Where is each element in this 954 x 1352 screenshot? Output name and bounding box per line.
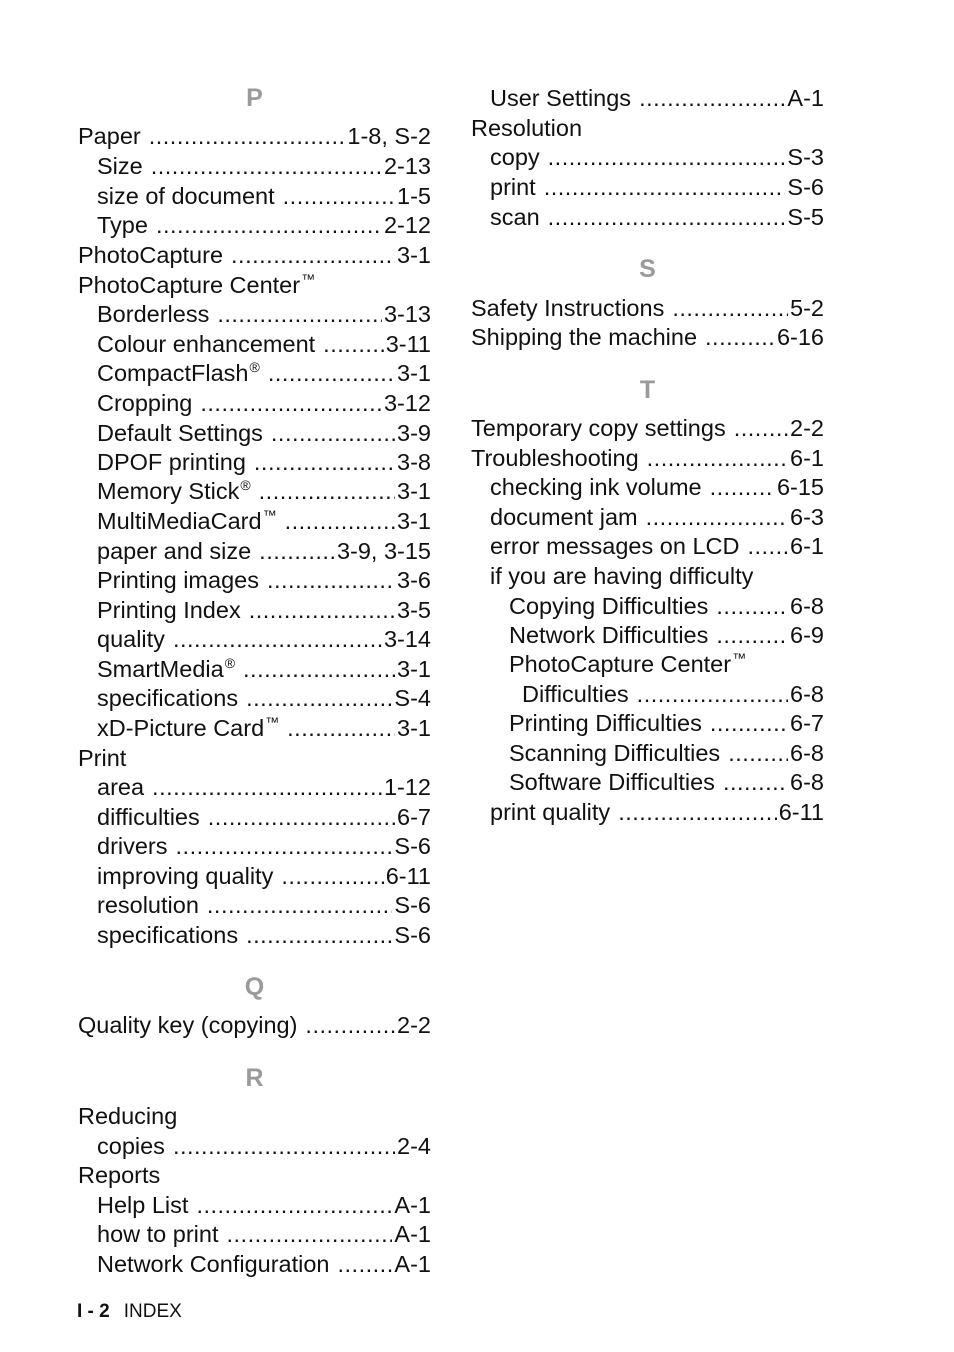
page-reference: A-1 — [394, 1251, 431, 1277]
index-term — [97, 1131, 165, 1161]
dot-leader — [149, 121, 346, 151]
index-entry — [78, 624, 431, 654]
index-term — [78, 240, 223, 270]
index-entry — [471, 649, 824, 679]
index-term — [522, 679, 629, 709]
index-term-text: scan — [490, 204, 540, 230]
page-reference: S-4 — [394, 685, 431, 711]
dot-leader — [728, 738, 788, 768]
index-term — [509, 649, 746, 679]
dot-leader — [716, 620, 788, 650]
page-reference: 2-12 — [383, 212, 431, 238]
index-term — [97, 210, 148, 240]
index-term — [78, 1101, 177, 1131]
page-reference: 2-4 — [397, 1133, 431, 1159]
page-reference: 3-14 — [383, 626, 431, 652]
trademark-mark: ™ — [262, 507, 277, 523]
index-term — [78, 121, 141, 151]
index-term — [97, 506, 277, 536]
page-reference: 6-11 — [778, 799, 824, 825]
dot-leader — [637, 679, 788, 709]
page-reference: 3-1 — [397, 360, 431, 386]
index-term — [97, 536, 251, 566]
page-reference: 3-11 — [385, 331, 431, 357]
index-entry — [78, 299, 431, 329]
index-entry — [471, 767, 824, 797]
index-term — [471, 293, 664, 323]
index-term — [78, 1160, 160, 1190]
index-term-text: resolution — [97, 892, 199, 918]
page-reference: S-6 — [394, 892, 431, 918]
index-term-text: Print — [78, 745, 127, 771]
index-term-text: quality — [97, 626, 165, 652]
index-entry — [78, 1190, 431, 1220]
dot-leader — [268, 358, 395, 388]
page-reference: 2-2 — [397, 1012, 431, 1038]
index-term — [490, 142, 540, 172]
page-reference: 2-13 — [383, 153, 431, 179]
index-term-text: Printing images — [97, 567, 259, 593]
index-term-text: copy — [490, 144, 540, 170]
page-reference: 3-5 — [397, 597, 431, 623]
index-entry — [78, 1131, 431, 1161]
trademark-mark: ™ — [265, 714, 280, 730]
trademark-mark: ™ — [732, 650, 747, 666]
index-term-text: Reducing — [78, 1103, 178, 1129]
trademark-mark: ™ — [301, 271, 316, 287]
index-term — [490, 172, 536, 202]
dot-leader — [226, 1219, 392, 1249]
dot-leader — [283, 181, 395, 211]
page-reference: 6-8 — [790, 740, 824, 766]
index-term — [490, 797, 610, 827]
index-entry — [78, 565, 431, 595]
page-reference: 6-9 — [790, 622, 824, 648]
dot-leader — [285, 506, 395, 536]
page-reference: 1-12 — [383, 774, 431, 800]
index-term-text: Printing Difficulties — [509, 710, 702, 736]
index-term-text: specifications — [97, 922, 239, 948]
index-term — [97, 447, 246, 477]
index-term-text: specifications — [97, 685, 239, 711]
index-term-text: Software Difficulties — [509, 769, 715, 795]
index-term — [490, 502, 638, 532]
dot-leader — [548, 202, 786, 232]
index-term — [509, 620, 708, 650]
dot-leader — [544, 172, 786, 202]
index-term — [490, 472, 702, 502]
index-term-text: xD-Picture Card — [97, 715, 265, 741]
index-term — [490, 202, 540, 232]
page-reference: 3-1 — [397, 508, 431, 534]
index-entry — [78, 890, 431, 920]
index-term — [509, 591, 708, 621]
index-entry — [471, 679, 824, 709]
index-entry — [78, 1160, 431, 1190]
index-entry — [471, 202, 824, 232]
dot-leader — [281, 861, 383, 891]
index-term — [97, 595, 241, 625]
dot-leader — [271, 418, 395, 448]
dot-leader — [287, 713, 395, 743]
index-term-text: PhotoCapture Center — [78, 272, 301, 298]
index-term-text: how to print — [97, 1221, 219, 1247]
page-reference: 2-2 — [790, 415, 824, 441]
index-term — [490, 83, 631, 113]
index-term-text: Paper — [78, 123, 141, 149]
index-term — [490, 561, 753, 591]
dot-leader — [246, 920, 392, 950]
index-entry — [471, 797, 824, 827]
index-entry — [471, 738, 824, 768]
dot-leader — [200, 388, 382, 418]
index-term-text: Resolution — [471, 115, 583, 141]
dot-leader — [705, 322, 775, 352]
index-term-text: Temporary copy settings — [471, 415, 726, 441]
section-letter: T — [639, 376, 656, 404]
page-reference: 3-1 — [397, 242, 431, 268]
index-entry — [78, 683, 431, 713]
index-term — [97, 388, 192, 418]
index-term — [471, 113, 582, 143]
index-term-text: User Settings — [490, 85, 632, 111]
index-term — [97, 920, 238, 950]
section-title: INDEX — [123, 1301, 182, 1322]
index-entry — [78, 1101, 431, 1131]
dot-leader — [723, 767, 788, 797]
page-reference: A-1 — [394, 1221, 431, 1247]
index-term-text: checking ink volume — [490, 474, 702, 500]
index-term-text: Troubleshooting — [471, 445, 639, 471]
section-letter: P — [246, 84, 263, 112]
index-entry — [471, 83, 824, 113]
page-reference: S-6 — [394, 922, 431, 948]
index-term-text: Quality key (copying) — [78, 1012, 298, 1038]
dot-leader — [217, 299, 382, 329]
dot-leader — [548, 142, 786, 172]
page-reference: 1-5 — [397, 183, 431, 209]
index-entry — [78, 181, 431, 211]
page-reference: 6-1 — [790, 533, 824, 559]
dot-leader — [173, 1131, 395, 1161]
page-reference: 3-1 — [397, 715, 431, 741]
index-term — [97, 861, 273, 891]
index-entry — [471, 142, 824, 172]
page-reference: S-3 — [787, 144, 824, 170]
page-number: I - 2 — [77, 1301, 110, 1322]
index-term — [78, 743, 126, 773]
index-term-text: Network Configuration — [97, 1251, 330, 1277]
index-term — [97, 329, 315, 359]
page-reference: 6-7 — [397, 804, 431, 830]
index-term — [509, 738, 720, 768]
dot-leader — [618, 797, 777, 827]
index-term — [78, 1010, 297, 1040]
index-entry — [78, 240, 431, 270]
index-entry — [78, 447, 431, 477]
section-letter: R — [245, 1064, 264, 1092]
index-term — [97, 654, 235, 684]
page-reference: S-6 — [787, 174, 824, 200]
index-term-text: print quality — [490, 799, 611, 825]
index-entry — [78, 358, 431, 388]
page-reference: 6-16 — [776, 324, 824, 350]
index-term-text: copies — [97, 1133, 165, 1159]
dot-leader — [639, 83, 785, 113]
dot-leader — [156, 210, 382, 240]
index-entry — [78, 861, 431, 891]
dot-leader — [152, 772, 382, 802]
page-reference: A-1 — [394, 1192, 431, 1218]
page-reference: 6-8 — [790, 769, 824, 795]
index-term — [490, 531, 739, 561]
index-term-text: Borderless — [97, 301, 210, 327]
page-reference: 3-13 — [383, 301, 431, 327]
index-entry — [78, 1010, 431, 1040]
index-entry — [471, 293, 824, 323]
index-term — [97, 772, 144, 802]
index-term-text: Network Difficulties — [509, 622, 709, 648]
index-term-text: PhotoCapture — [78, 242, 224, 268]
dot-leader — [710, 708, 788, 738]
index-entry — [78, 151, 431, 181]
index-entry — [78, 920, 431, 950]
page-reference: S-6 — [394, 833, 431, 859]
dot-leader — [207, 890, 393, 920]
index-entry — [78, 713, 431, 743]
index-entry — [471, 472, 824, 502]
index-term — [97, 358, 260, 388]
index-entry — [471, 591, 824, 621]
dot-leader — [176, 831, 393, 861]
index-term — [97, 1190, 188, 1220]
page-reference: 1-8, S-2 — [347, 123, 431, 149]
trademark-mark: ® — [249, 359, 260, 375]
trademark-mark: ® — [240, 477, 251, 493]
index-term — [97, 1219, 218, 1249]
index-entry — [471, 708, 824, 738]
index-entry — [78, 270, 431, 300]
index-entry — [78, 388, 431, 418]
dot-leader — [259, 536, 335, 566]
index-term — [97, 831, 168, 861]
index-entry — [78, 418, 431, 448]
page-reference: 6-15 — [776, 474, 824, 500]
dot-leader — [259, 476, 395, 506]
index-entry — [78, 506, 431, 536]
index-entry — [471, 322, 824, 352]
index-term — [97, 890, 199, 920]
index-term-text: Help List — [97, 1192, 189, 1218]
section-letter: S — [639, 255, 656, 283]
index-entry — [471, 413, 824, 443]
index-term-text: MultiMediaCard — [97, 508, 262, 534]
index-term-text: area — [97, 774, 145, 800]
dot-leader — [208, 802, 395, 832]
index-term — [509, 708, 702, 738]
page-reference: 3-8 — [397, 449, 431, 475]
index-entry — [78, 536, 431, 566]
index-entry — [471, 172, 824, 202]
index-entry — [78, 121, 431, 151]
index-term-text: Safety Instructions — [471, 295, 665, 321]
index-entry — [471, 443, 824, 473]
page-reference: A-1 — [787, 85, 824, 111]
index-term-text: Size — [97, 153, 143, 179]
index-entry — [78, 1249, 431, 1279]
index-term — [97, 418, 263, 448]
index-term-text: difficulties — [97, 804, 200, 830]
section-letter: Q — [244, 973, 265, 1001]
index-term-text: error messages on LCD — [490, 533, 740, 559]
dot-leader — [734, 413, 788, 443]
index-term — [471, 413, 726, 443]
index-entry — [471, 620, 824, 650]
index-term-text: Cropping — [97, 390, 193, 416]
page-reference: 6-8 — [790, 681, 824, 707]
index-entry — [78, 743, 431, 773]
dot-leader — [173, 624, 382, 654]
index-term-text: Memory Stick — [97, 478, 240, 504]
page-reference: 3-1 — [397, 656, 431, 682]
index-term — [97, 1249, 330, 1279]
index-term-text: DPOF printing — [97, 449, 246, 475]
dot-leader — [254, 447, 395, 477]
index-entry — [78, 1219, 431, 1249]
dot-leader — [305, 1010, 395, 1040]
index-entry — [78, 654, 431, 684]
dot-leader — [231, 240, 395, 270]
index-term-text: Default Settings — [97, 420, 263, 446]
index-term-text: Printing Index — [97, 597, 241, 623]
dot-leader — [710, 472, 775, 502]
dot-leader — [672, 293, 788, 323]
dot-leader — [647, 443, 788, 473]
index-term-text: Shipping the machine — [471, 324, 698, 350]
page-reference: 3-9, 3-15 — [336, 538, 431, 564]
index-term — [471, 322, 697, 352]
index-entry — [78, 831, 431, 861]
index-term-text: Reports — [78, 1162, 161, 1188]
index-entry — [471, 113, 824, 143]
dot-leader — [338, 1249, 393, 1279]
index-term-text: drivers — [97, 833, 168, 859]
index-term — [78, 270, 315, 300]
dot-leader — [716, 591, 788, 621]
index-entry — [78, 772, 431, 802]
index-term — [97, 624, 165, 654]
index-term — [97, 151, 143, 181]
index-term — [97, 476, 251, 506]
index-term-text: paper and size — [97, 538, 252, 564]
page-reference: 6-3 — [790, 504, 824, 530]
index-term — [97, 565, 259, 595]
page-reference: 3-9 — [397, 420, 431, 446]
dot-leader — [196, 1190, 392, 1220]
dot-leader — [246, 683, 392, 713]
index-term — [97, 713, 279, 743]
index-term-text: Scanning Difficulties — [509, 740, 721, 766]
dot-leader — [646, 502, 788, 532]
index-term — [97, 181, 275, 211]
index-term-text: size of document — [97, 183, 275, 209]
index-entry — [78, 210, 431, 240]
index-term — [509, 767, 715, 797]
dot-leader — [267, 565, 395, 595]
index-term-text: CompactFlash — [97, 360, 249, 386]
page-reference: 3-6 — [397, 567, 431, 593]
index-term-text: Colour enhancement — [97, 331, 316, 357]
dot-leader — [249, 595, 395, 625]
dot-leader — [243, 654, 395, 684]
page-footer — [77, 1300, 182, 1324]
index-entry — [78, 329, 431, 359]
page-reference: S-5 — [787, 204, 824, 230]
index-entry — [78, 802, 431, 832]
index-term-text: if you are having difficulty — [490, 563, 754, 589]
page-reference: 6-7 — [790, 710, 824, 736]
index-term-text: SmartMedia — [97, 656, 224, 682]
page-reference: 6-11 — [385, 863, 431, 889]
index-term-text: print — [490, 174, 536, 200]
index-term — [97, 802, 200, 832]
index-entry — [471, 561, 824, 591]
page-reference: 5-2 — [790, 295, 824, 321]
index-entry — [78, 595, 431, 625]
index-term-text: Difficulties — [522, 681, 629, 707]
index-entry — [471, 531, 824, 561]
index-term — [97, 683, 238, 713]
index-entry — [78, 476, 431, 506]
index-term-text: PhotoCapture Center — [509, 651, 732, 677]
index-term-text: document jam — [490, 504, 638, 530]
index-term-text: Copying Difficulties — [509, 593, 709, 619]
dot-leader — [747, 531, 788, 561]
index-term-text: Type — [97, 212, 148, 238]
trademark-mark: ® — [224, 655, 236, 671]
page-reference: 6-1 — [790, 445, 824, 471]
page-reference: 3-1 — [397, 478, 431, 504]
page-reference: 3-12 — [383, 390, 431, 416]
page-reference: 6-8 — [790, 593, 824, 619]
index-term — [471, 443, 639, 473]
dot-leader — [151, 151, 382, 181]
index-term — [97, 299, 209, 329]
index-entry — [471, 502, 824, 532]
index-term-text: improving quality — [97, 863, 274, 889]
dot-leader — [323, 329, 384, 359]
